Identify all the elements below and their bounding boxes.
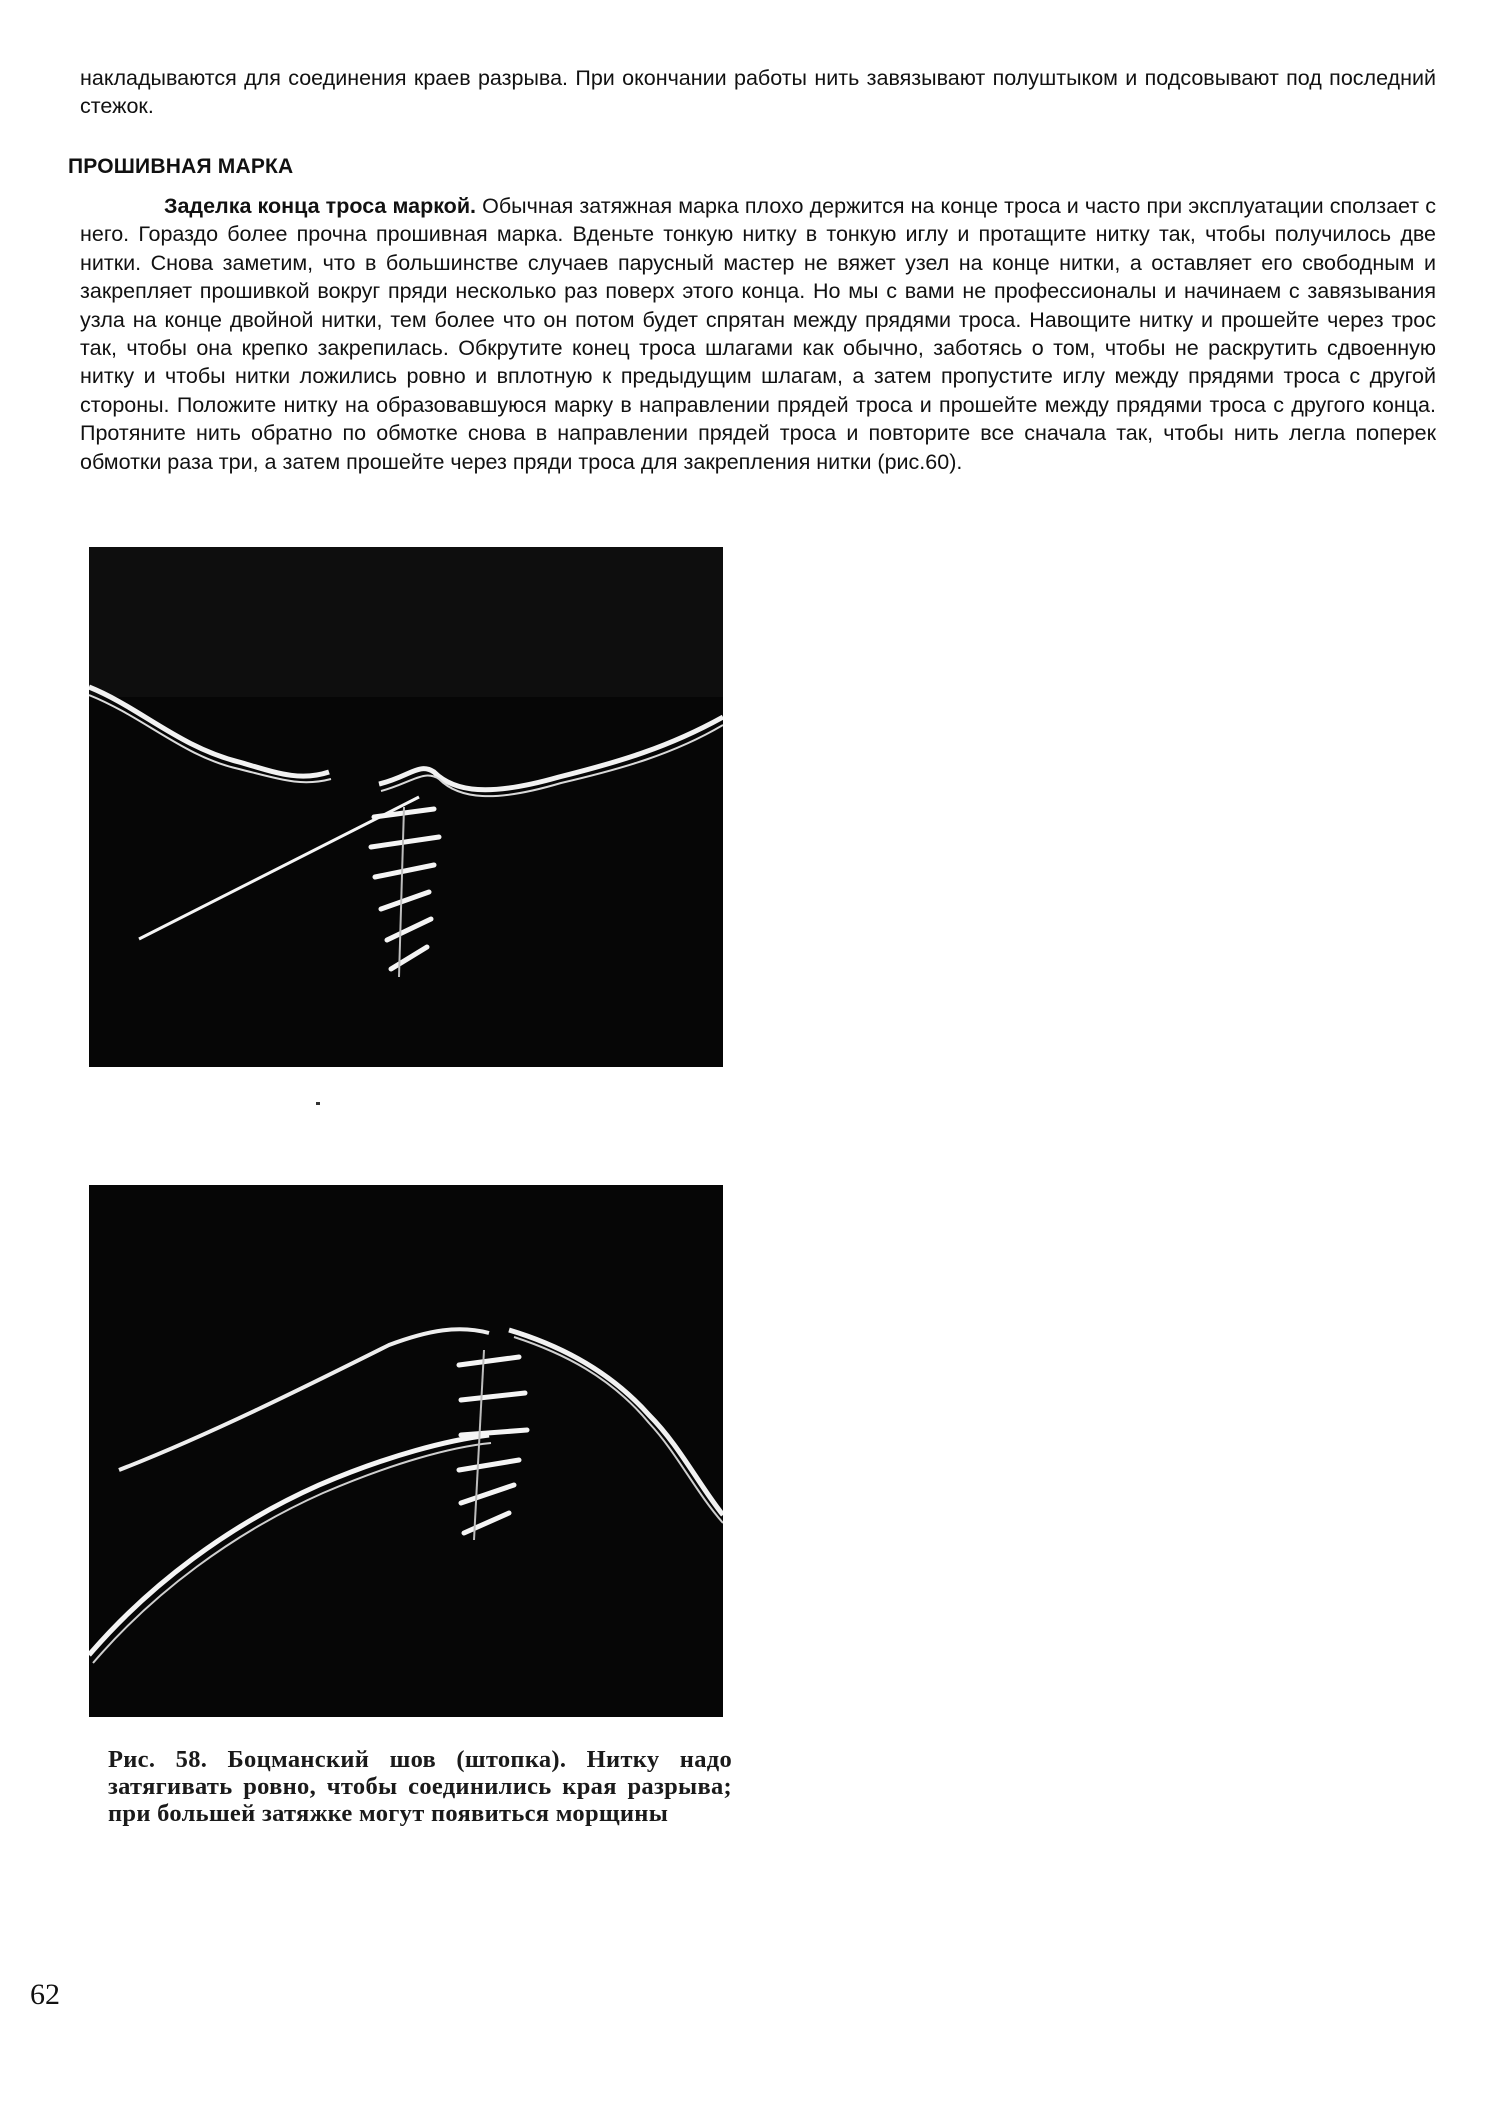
paragraph-lead: Заделка конца троса маркой. xyxy=(164,194,477,218)
scan-speck xyxy=(316,1102,320,1105)
paragraph-main xyxy=(80,192,1436,476)
figure-stitch-photo-bottom xyxy=(89,1185,723,1717)
page-number: 62 xyxy=(30,1978,60,2011)
figure-stitch-photo-top xyxy=(89,547,723,1067)
figure-caption: Рис. 58. Боцманский шов (штопка). Нитку надо затягивать ровно, чтобы соединились края разрыва; при большей затяжке могут появиться морщины xyxy=(108,1746,732,1827)
figure-stitch-illustration-bottom xyxy=(89,1185,723,1717)
section-heading: ПРОШИВНАЯ МАРКА xyxy=(68,155,294,178)
figure-stitch-illustration-top xyxy=(89,547,723,1067)
paragraph-continuation: накладываются для соединения краев разрыва. При окончании работы нить завязывают полуштыком и подсовывают под последний стежок. xyxy=(80,66,1436,119)
paragraph-body: Обычная затяжная марка плохо держится на конце троса и часто при эксплуатации сползает с него. Гораздо более прочна прошивная марка. Вденьте тонкую нитку в тонкую иглу и протащите нитку так, чтобы получилось две нитки. Снова заметим, что в большинстве случаев парусный мастер не вяжет узел на конце нитки, а оставляет его свободным и закрепляет прошивкой вокруг пряди несколько раз поверх этого конца. Но мы с вами не профессионалы и начинаем с завязывания узла на конце двойной нитки, тем более что он потом будет спрятан между прядями троса. Навощите нитку и прошейте через трос так, чтобы она крепко закрепилась. Обкрутите конец троса шлагами как обычно, заботясь о том, чтобы не раскрутить сдвоенную нитку и чтобы нитки ложились ровно и вплотную к предыдущим шлагам, а затем пропустите иглу между прядями троса с другой стороны. Положите нитку на образовавшуюся марку в направлении прядей троса и прошейте между прядями троса с другого конца. Протяните нить обратно по обмотке снова в направлении прядей троса и повторите все сначала так, чтобы нить легла поперек обмотки раза три, а затем прошейте через пряди троса для закрепления нитки (рис.60). xyxy=(80,194,1436,474)
